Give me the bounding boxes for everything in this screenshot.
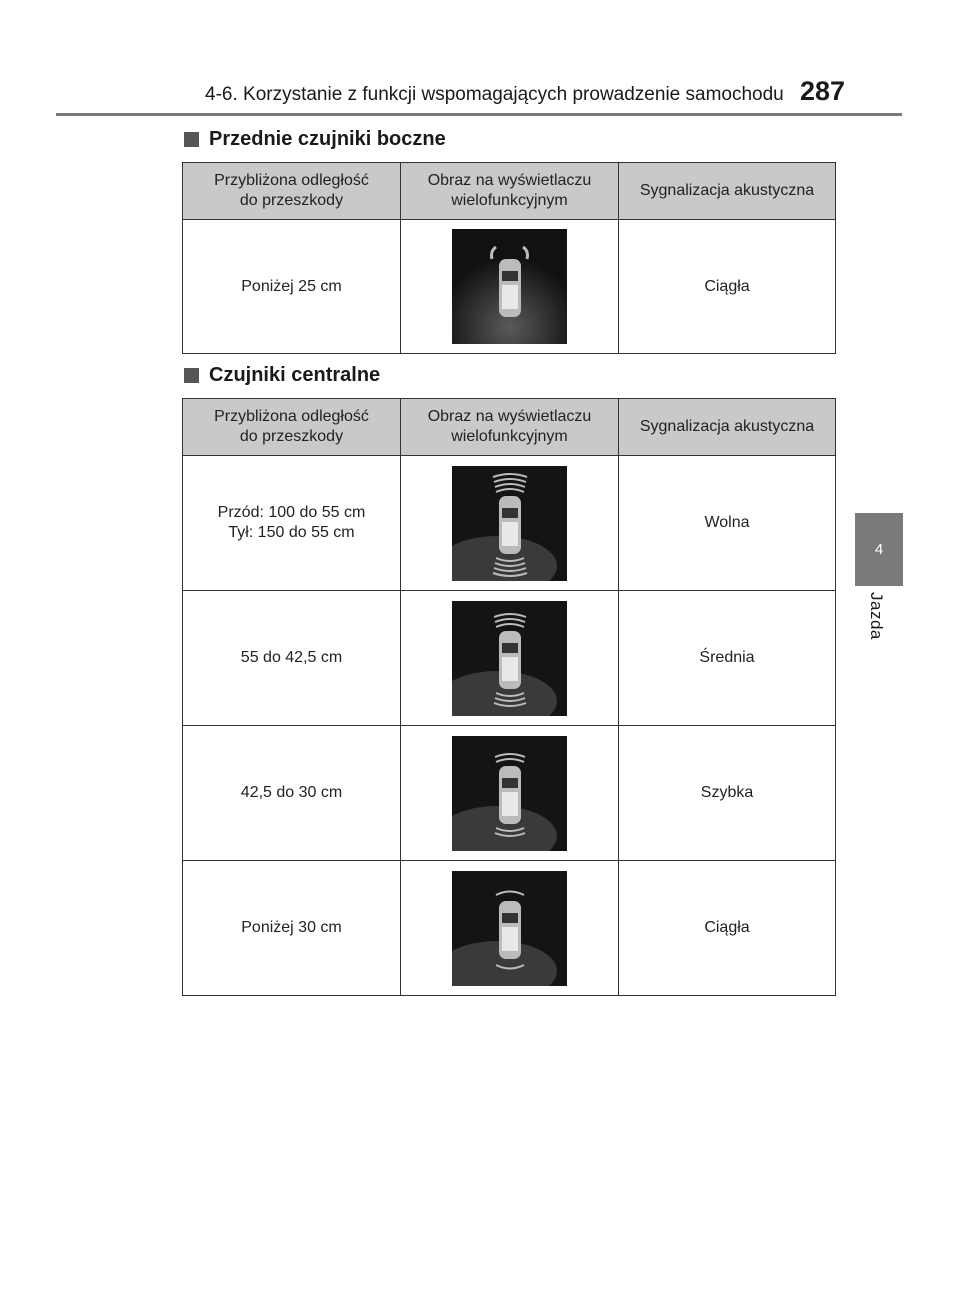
- column-header-display: Obraz na wyświetlaczu wielofunkcyjnym: [401, 399, 619, 456]
- signal-cell: Ciągła: [619, 861, 836, 996]
- page-header-title: 4-6. Korzystanie z funkcji wspomagających prowadzenie samochodu: [205, 84, 784, 105]
- chapter-tab: [855, 513, 903, 586]
- signal-cell: Średnia: [619, 591, 836, 726]
- table-row: [183, 861, 836, 996]
- display-cell: [401, 591, 619, 726]
- column-header-distance: Przybliżona odległość do przeszkody: [183, 163, 401, 220]
- car-sensor-display-icon: [452, 736, 567, 851]
- black-square-icon: [184, 368, 199, 383]
- table-header-row: [183, 163, 836, 220]
- section-heading-front-side: [184, 128, 446, 151]
- front-side-sensor-table: [182, 162, 836, 354]
- car-sensor-display-icon: [452, 601, 567, 716]
- column-header-signal: Sygnalizacja akustyczna: [619, 399, 836, 456]
- distance-cell: Poniżej 30 cm: [183, 861, 401, 996]
- table-row: [183, 456, 836, 591]
- chapter-number: 4: [874, 541, 884, 558]
- display-cell: [401, 456, 619, 591]
- signal-cell: Ciągła: [619, 220, 836, 354]
- signal-cell: Szybka: [619, 726, 836, 861]
- car-sensor-display-icon: [452, 871, 567, 986]
- display-cell: [401, 220, 619, 354]
- table-row: [183, 220, 836, 354]
- distance-cell: Poniżej 25 cm: [183, 220, 401, 354]
- section-heading-text: Przednie czujniki boczne: [209, 128, 446, 150]
- table-row: [183, 726, 836, 861]
- column-header-distance: Przybliżona odległość do przeszkody: [183, 399, 401, 456]
- table-header-row: [183, 399, 836, 456]
- signal-cell: Wolna: [619, 456, 836, 591]
- car-sensor-display-icon: [452, 229, 567, 344]
- chapter-label: Jazda: [867, 592, 886, 640]
- section-heading-text: Czujniki centralne: [209, 364, 381, 386]
- display-cell: [401, 726, 619, 861]
- distance-cell: 42,5 do 30 cm: [183, 726, 401, 861]
- column-header-signal: Sygnalizacja akustyczna: [619, 163, 836, 220]
- distance-cell: 55 do 42,5 cm: [183, 591, 401, 726]
- center-sensor-table: [182, 398, 836, 996]
- section-heading-center: [184, 364, 380, 387]
- header-rule: [56, 113, 902, 116]
- black-square-icon: [184, 132, 199, 147]
- column-header-display: Obraz na wyświetlaczu wielofunkcyjnym: [401, 163, 619, 220]
- distance-cell: Przód: 100 do 55 cm Tył: 150 do 55 cm: [183, 456, 401, 591]
- car-sensor-display-icon: [452, 466, 567, 581]
- display-cell: [401, 861, 619, 996]
- page-number: 287: [800, 76, 846, 106]
- table-row: [183, 591, 836, 726]
